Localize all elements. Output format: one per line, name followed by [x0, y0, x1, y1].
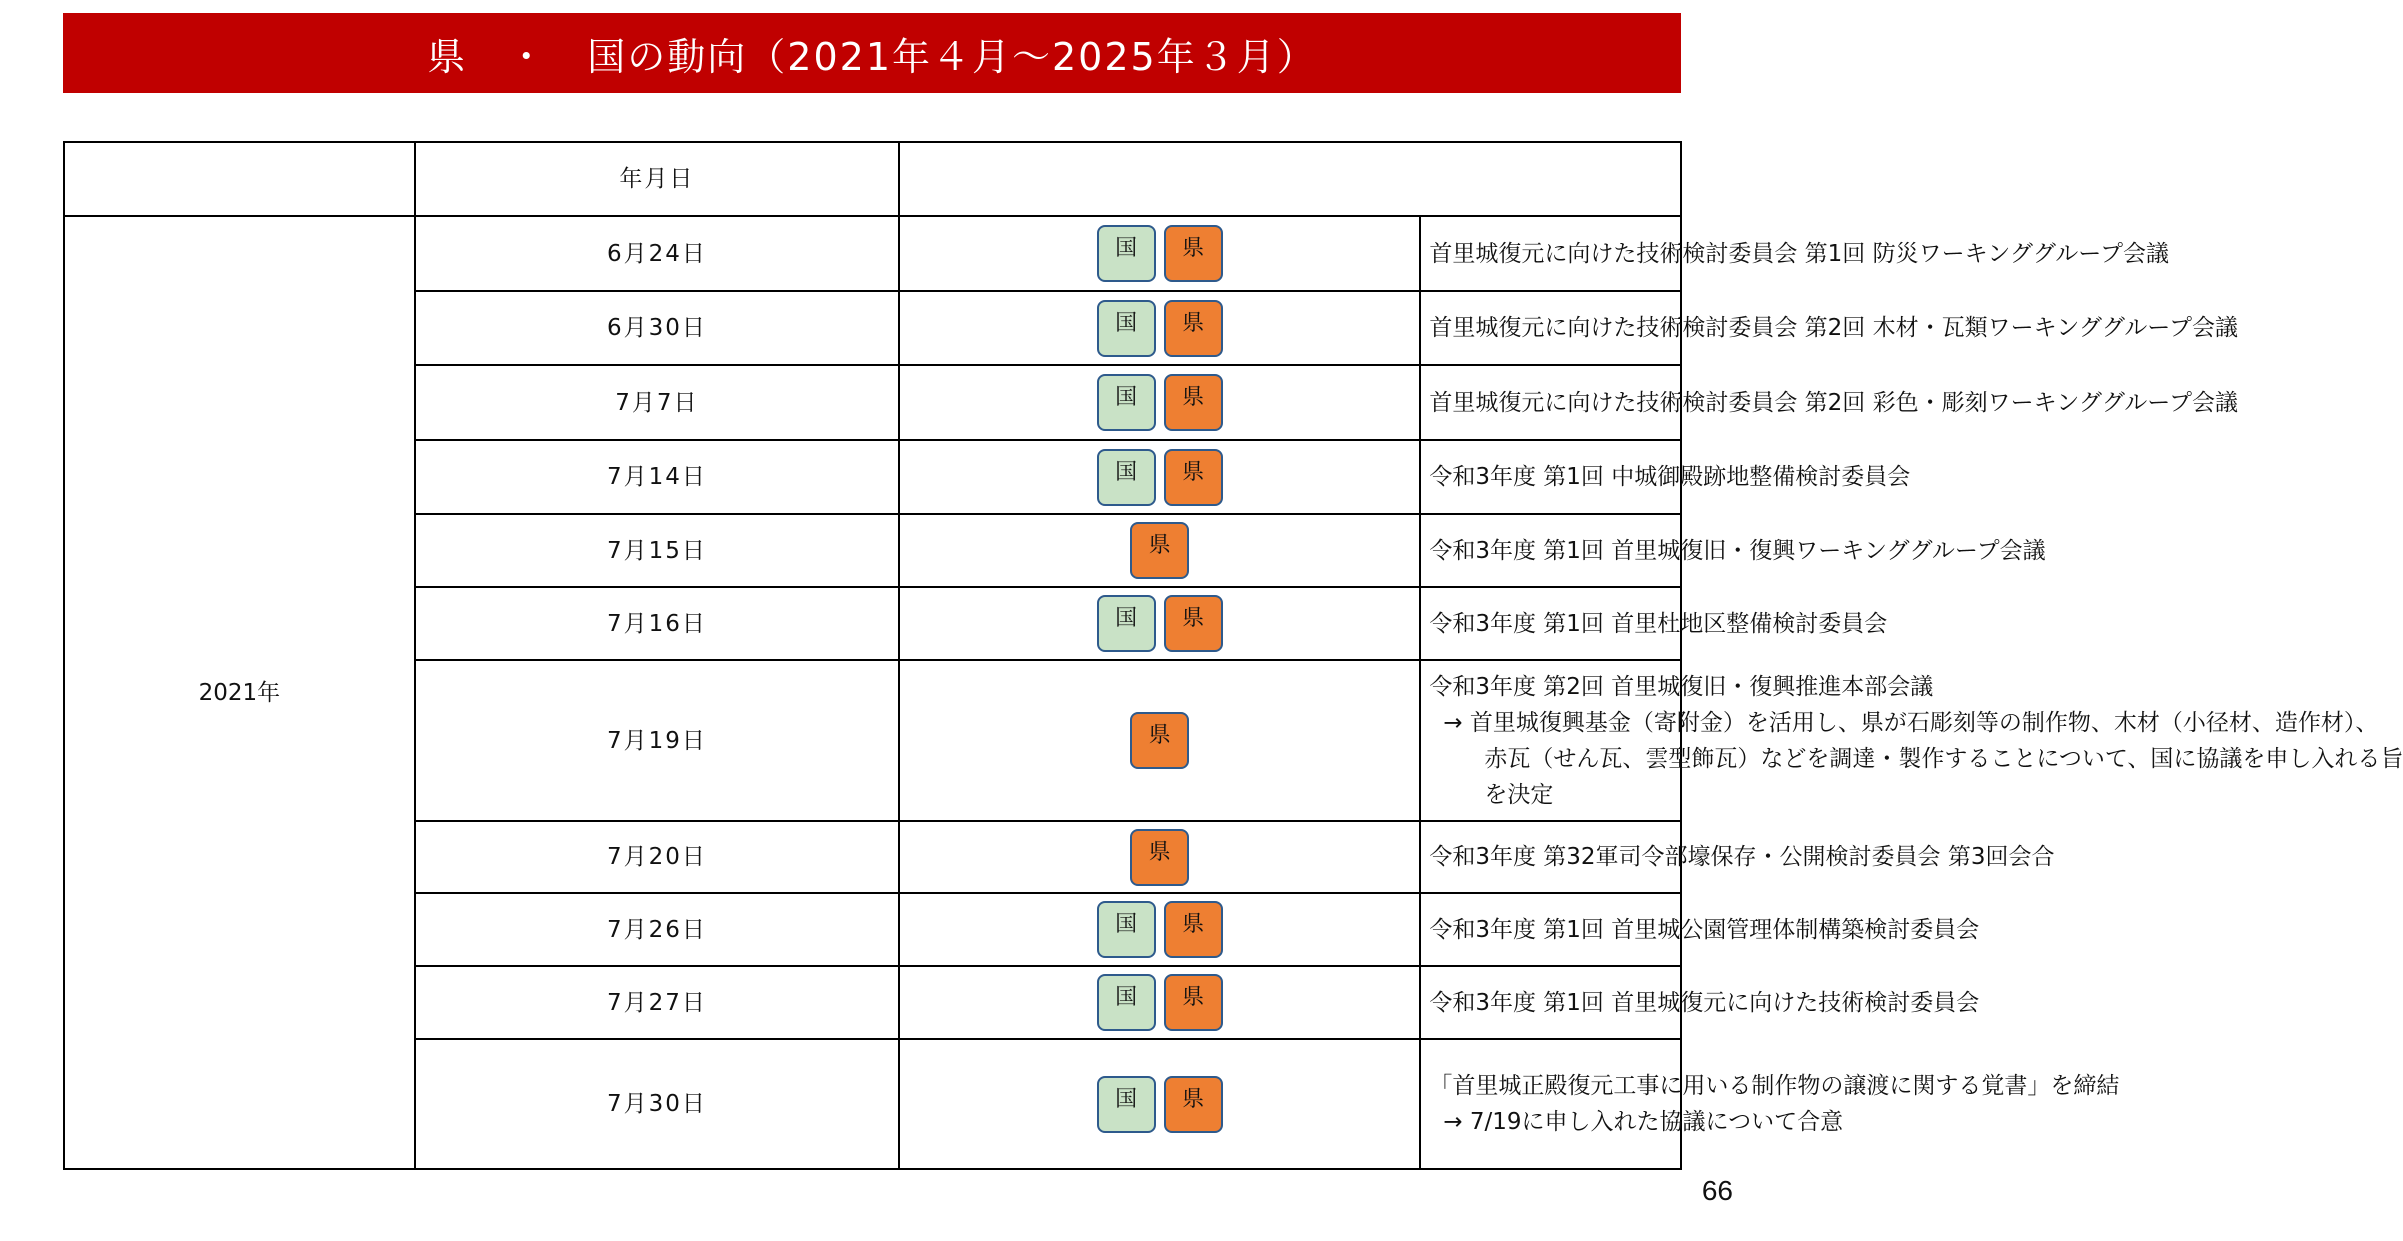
tag-cell	[899, 966, 1420, 1039]
tag-group	[900, 225, 1419, 282]
tag-cell	[899, 440, 1420, 514]
tag-cell	[899, 514, 1420, 587]
description-line: 首里城復元に向けた技術検討委員会 第2回 木材・瓦類ワーキンググループ会議	[1429, 315, 2239, 341]
header-row	[64, 142, 1681, 216]
description-cell	[1420, 514, 2046, 587]
description-line: → 7/19に申し入れた協議について合意	[1443, 1109, 1844, 1135]
description-line: → 首里城復興基金（寄附金）を活用し、県が石彫刻等の制作物、木材（小径材、造作材）、	[1443, 709, 2379, 736]
tag-group	[900, 374, 1419, 431]
tag-group	[900, 449, 1419, 506]
ken-tag: 県	[1164, 1076, 1223, 1133]
kuni-tag: 国	[1097, 595, 1156, 652]
description-cell	[1420, 893, 1980, 966]
ken-tag: 県	[1130, 522, 1189, 579]
date-cell: 7月15日	[415, 514, 899, 587]
kuni-tag: 国	[1097, 374, 1156, 431]
kuni-tag: 国	[1097, 974, 1156, 1031]
tag-group	[900, 829, 1419, 886]
description-cell	[1420, 440, 1911, 514]
description-line: 令和3年度 第1回 首里城復元に向けた技術検討委員会	[1429, 989, 1980, 1016]
description-line: 令和3年度 第32軍司令部壕保存・公開検討委員会 第3回会合	[1429, 844, 2055, 870]
description-line: 令和3年度 第1回 首里城復旧・復興ワーキンググループ会議	[1429, 537, 2046, 564]
tag-cell	[899, 291, 1420, 365]
date-cell: 7月19日	[415, 660, 899, 821]
tag-cell	[899, 821, 1420, 893]
description-cell	[1420, 1039, 2120, 1169]
description-cell	[1420, 291, 2239, 365]
table-row	[64, 216, 1681, 291]
timeline-table	[63, 141, 2403, 1170]
header-date-cell: 年月日	[415, 142, 899, 216]
tag-group	[900, 974, 1419, 1031]
kuni-tag: 国	[1097, 449, 1156, 506]
date-cell: 6月24日	[415, 216, 899, 291]
tag-cell	[899, 587, 1420, 660]
tag-group	[900, 901, 1419, 958]
ken-tag: 県	[1164, 225, 1223, 282]
tag-cell	[899, 660, 1420, 821]
description-line: 令和3年度 第1回 中城御殿跡地整備検討委員会	[1429, 464, 1911, 490]
date-cell: 7月14日	[415, 440, 899, 514]
tag-cell	[899, 216, 1420, 291]
tag-group	[900, 522, 1419, 579]
tag-cell	[899, 1039, 1420, 1169]
description-cell	[1420, 821, 2055, 893]
description-line: 令和3年度 第1回 首里杜地区整備検討委員会	[1429, 610, 1888, 637]
kuni-tag: 国	[1097, 225, 1156, 282]
date-cell: 7月20日	[415, 821, 899, 893]
tag-group	[900, 1076, 1419, 1133]
date-cell: 7月7日	[415, 365, 899, 440]
description-line: 「首里城正殿復元工事に用いる制作物の譲渡に関する覚書」を締結	[1429, 1073, 2120, 1099]
description-line: 首里城復元に向けた技術検討委員会 第1回 防災ワーキンググループ会議	[1429, 240, 2170, 267]
date-cell: 7月27日	[415, 966, 899, 1039]
tag-group	[900, 595, 1419, 652]
date-cell: 7月26日	[415, 893, 899, 966]
page-title: 県 ・ 国の動向（2021年４月〜2025年３月）	[63, 13, 1681, 93]
ken-tag: 県	[1164, 374, 1223, 431]
date-cell: 6月30日	[415, 291, 899, 365]
ken-tag: 県	[1130, 829, 1189, 886]
kuni-tag: 国	[1097, 1076, 1156, 1133]
header-blank-cell	[64, 142, 415, 216]
ken-tag: 県	[1164, 974, 1223, 1031]
ken-tag: 県	[1164, 449, 1223, 506]
description-cell	[1420, 216, 2170, 291]
header-tag-cell	[899, 142, 1681, 216]
date-cell: 7月30日	[415, 1039, 899, 1169]
description-line: を決定	[1484, 781, 1554, 808]
description-line: 首里城復元に向けた技術検討委員会 第2回 彩色・彫刻ワーキンググループ会議	[1429, 389, 2239, 416]
description-line: 令和3年度 第2回 首里城復旧・復興推進本部会議	[1429, 673, 1934, 700]
ken-tag: 県	[1164, 901, 1223, 958]
ken-tag: 県	[1164, 595, 1223, 652]
tag-cell	[899, 365, 1420, 440]
tag-cell	[899, 893, 1420, 966]
description-cell	[1420, 365, 2239, 440]
description-cell	[1420, 660, 2403, 821]
description-line: 令和3年度 第1回 首里城公園管理体制構築検討委員会	[1429, 916, 1980, 943]
year-cell: 2021年	[64, 216, 415, 1169]
description-line: 赤瓦（せん瓦、雲型飾瓦）などを調達・製作することについて、国に協議を申し入れる旨	[1484, 745, 2403, 772]
tag-group	[900, 712, 1419, 769]
kuni-tag: 国	[1097, 901, 1156, 958]
ken-tag: 県	[1130, 712, 1189, 769]
ken-tag: 県	[1164, 300, 1223, 357]
page-number: 66	[1701, 1175, 1733, 1206]
description-cell	[1420, 966, 1980, 1039]
tag-group	[900, 300, 1419, 357]
kuni-tag: 国	[1097, 300, 1156, 357]
date-cell: 7月16日	[415, 587, 899, 660]
description-cell	[1420, 587, 1888, 660]
